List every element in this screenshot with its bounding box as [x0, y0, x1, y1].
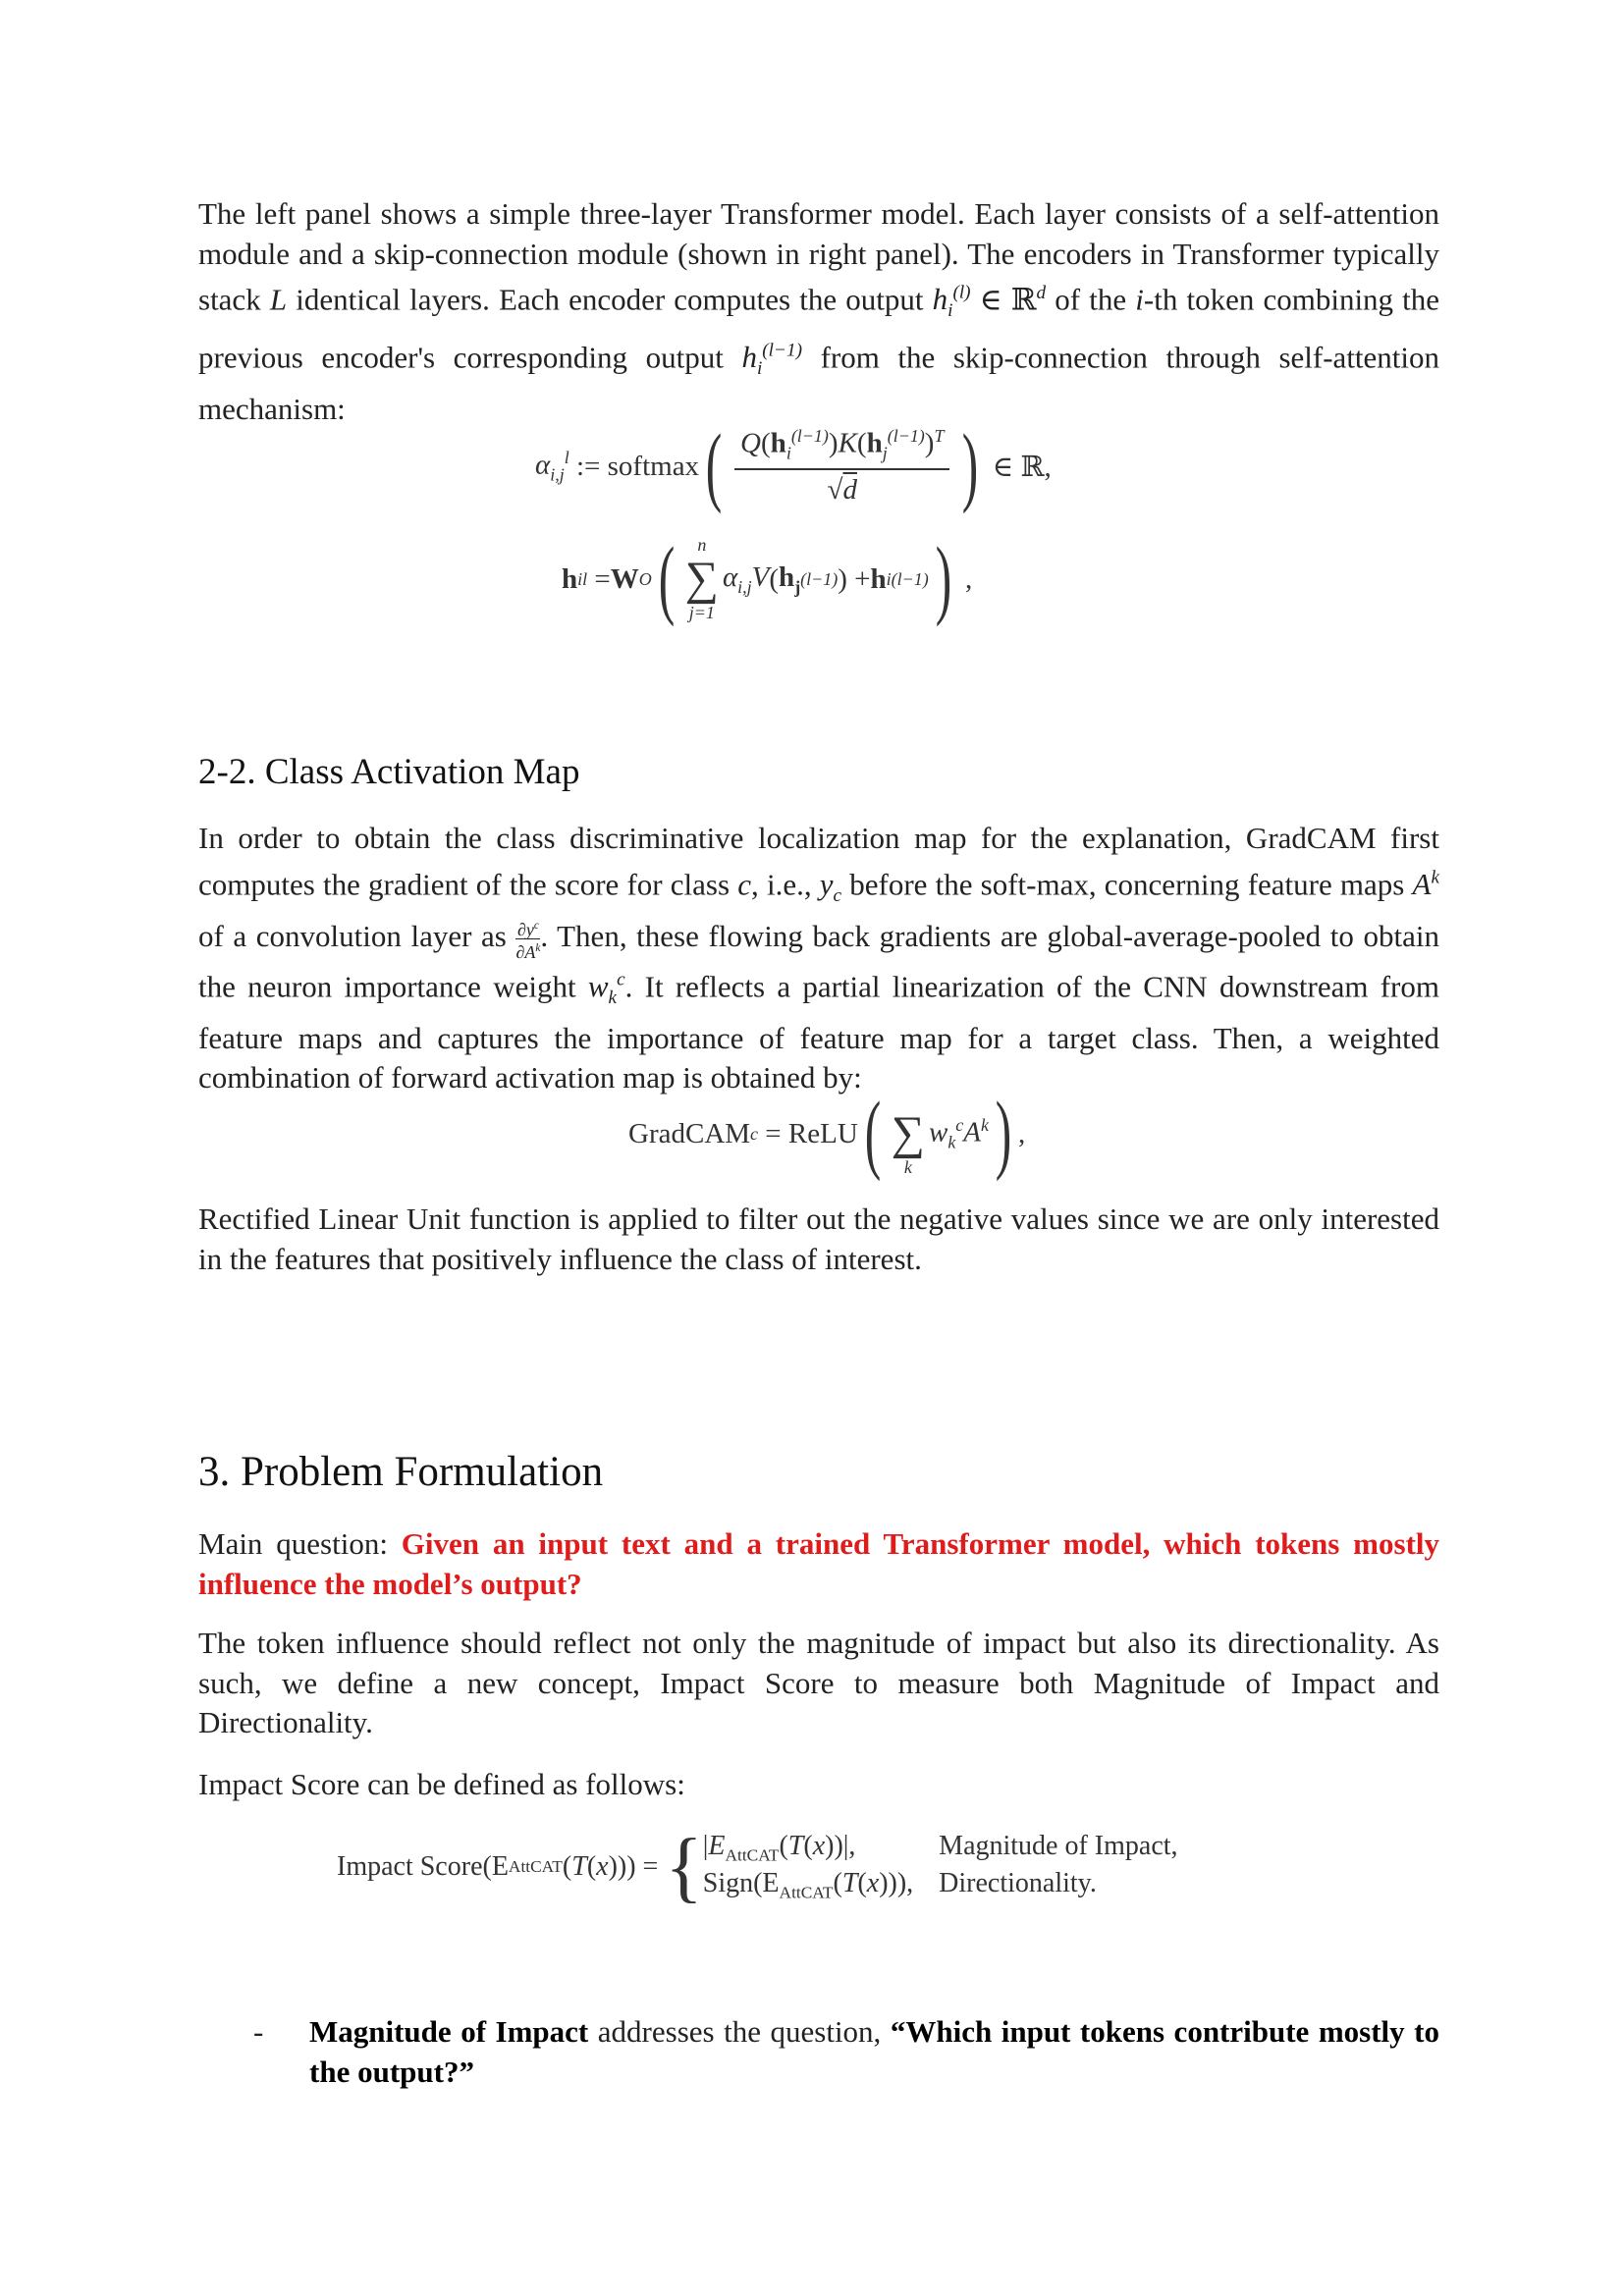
paragraph-transformer: The left panel shows a simple three-layer Transformer model. Each layer consists of a self-attention module and a skip-connection module (shown in right panel). The encoders in Transformer typically stack L identical layers. Each encoder computes the output $h_i^{(l)}$ ∈ ℝ$^d$ of the i-th token combining the previous encoder's corresponding output $h_i^{(l-1)}$ from the skip-connection through self-attention mechanism:	[198, 196, 1440, 427]
equation-hidden-state: h i l = W O ( n ∑ j=1 $\alpha_{i,j}V$ ( $h_j$ (l−1) ) + h i (l−1) ) ,	[562, 530, 973, 627]
section-heading-problem-formulation: 3. Problem Formulation	[198, 1449, 604, 1495]
paragraph-token-influence: The token influence should reflect not only the magnitude of impact but also its directionality. As such, we define a new concept, Impact Score to measure both Magnitude of Impact and Directionality.	[198, 1626, 1439, 1739]
equation-attention: $\alpha_{i,j}^l$ := softmax ( $\frac{Q(h_i^{(l-1)})K(h_j^{(l-1)})^T}{√d}$ ) ∈ ℝ,	[535, 417, 1052, 514]
paragraph-relu: Rectified Linear Unit function is applied to filter out the negative values since we are only interested in the features that positively influence the class of interest.	[198, 1201, 1439, 1276]
equation-impact-score: Impact Score(E AttCAT ( T ( x ))) = { $|E_{AttCAT}(T(x))|$, Magnitude of Impact, $Sign(E_{AttCAT}(T(x)))$, Directionality.	[337, 1824, 1178, 1910]
bullet-magnitude-of-impact: - Magnitude of Impact addresses the question, “Which input tokens contribute mostly to the output?”	[253, 2014, 1440, 2089]
section-heading-class-activation-map: 2-2. Class Activation Map	[198, 752, 580, 792]
main-question: Main question: Given an input text and a trained Transformer model, which tokens mostly influence the model’s output?	[198, 1526, 1440, 1601]
paragraph-impact-score-intro: Impact Score can be defined as follows:	[198, 1767, 685, 1801]
paragraph-gradcam: In order to obtain the class discriminative localization map for the explanation, GradCAM first computes the gradient of the score for class c, i.e., $y_c$ before the soft-max, concerning feature maps $A^k$ of a convolution layer as $\frac{\partial y^c}{\partial A^k}$ . Then, these flowing back gradients are global-average-pooled to obtain the neuron importance weight $w_k^c$. It reflects a partial linearization of the CNN downstream from feature maps and captures the importance of feature map for a target class. Then, a weighted combination of forward activation map is obtained by:	[198, 821, 1440, 1095]
equation-gradcam: GradCAM c = ReLU ( ∑ k $w_k^cA^k$ ) ,	[628, 1085, 1026, 1182]
